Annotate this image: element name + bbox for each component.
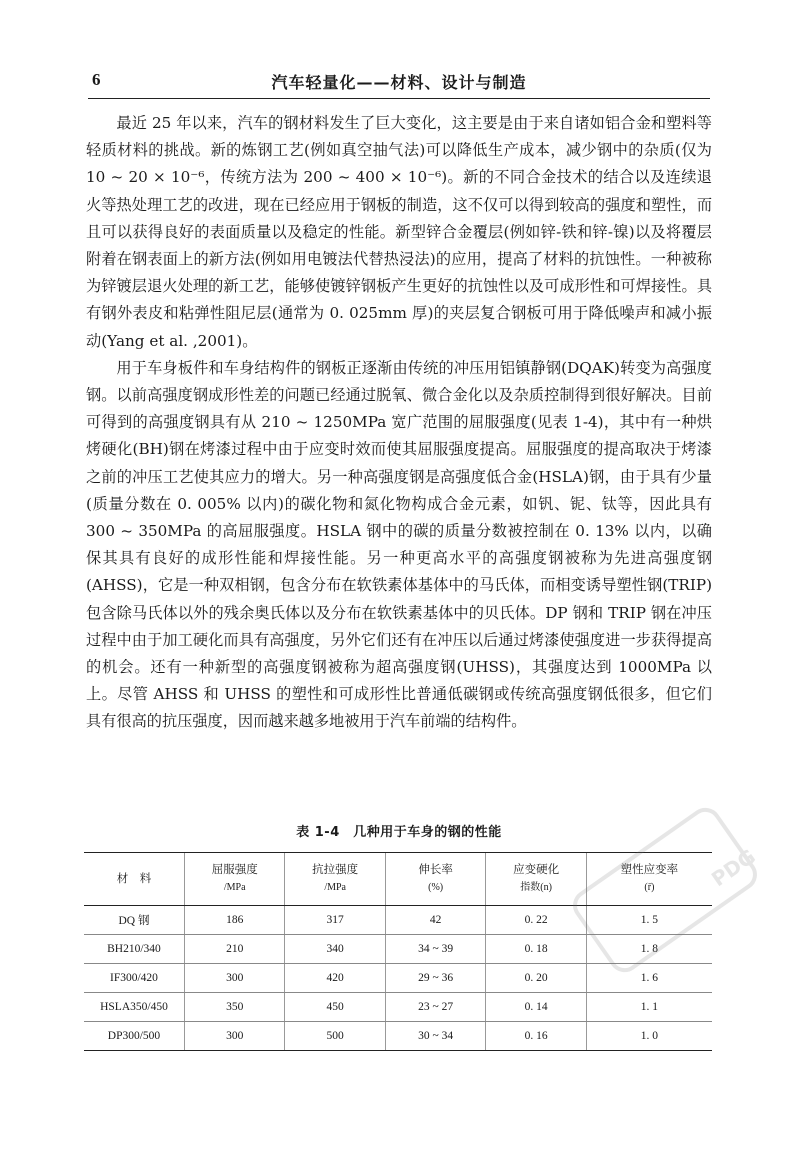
table-cell: 0. 18: [486, 935, 586, 964]
table-cell: 317: [285, 906, 385, 935]
column-header: 塑性应变率 (r̄): [586, 853, 712, 906]
column-header: 抗拉强度 /MPa: [285, 853, 385, 906]
watermark-text: PDG: [707, 844, 760, 892]
table-cell: 0. 14: [486, 993, 586, 1022]
body-text: [86, 110, 712, 736]
column-header: 伸长率 (%): [385, 853, 485, 906]
table-cell: 340: [285, 935, 385, 964]
table-cell: 0. 20: [486, 964, 586, 993]
column-header: 材 料: [84, 853, 184, 906]
table-cell: 29 ~ 36: [385, 964, 485, 993]
page-header: [88, 66, 710, 96]
table-cell: 210: [184, 935, 284, 964]
table-cell: 1. 5: [586, 906, 712, 935]
table-caption: 表 1-4 几种用于车身的钢的性能: [296, 825, 502, 840]
table-cell: 300: [184, 964, 284, 993]
table-cell: 1. 6: [586, 964, 712, 993]
paragraph: 最近 25 年以来，汽车的钢材料发生了巨大变化，这主要是由于来自诸如铝合金和塑料等轻质材料的挑战。新的炼钢工艺(例如真空抽气法)可以降低生产成本，减少钢中的杂质(仅为 10 ~ 20 × 10⁻⁶，传统方法为 200 ~ 400 × 10⁻⁶)。新的不同合金技术的结合以及连续退火等热处理工艺的改进，现在已经应用于钢板的制造，这不仅可以得到较高的强度和塑性，而且可以获得良好的表面质量以及稳定的性能。新型锌合金覆层(例如锌-铁和锌-镍)以及将覆层附着在钢表面上的新方法(例如用电镀法代替热浸法)的应用，提高了材料的抗蚀性。一种被称为锌镀层退火处理的新工艺，能够使镀锌钢板产生更好的抗蚀性以及可成形性和可焊接性。具有钢外表皮和粘弹性阻尼层(通常为 0. 025mm 厚)的夹层复合钢板可用于降低噪声和减小振动(Yang et al. ,2001)。: [86, 114, 712, 350]
table-cell: 500: [285, 1022, 385, 1051]
table-cell: HSLA350/450: [84, 993, 184, 1022]
table-cell: 350: [184, 993, 284, 1022]
table-cell: 1. 1: [586, 993, 712, 1022]
table-cell: 300: [184, 1022, 284, 1051]
table-cell: DP300/500: [84, 1022, 184, 1051]
table-cell: IF300/420: [84, 964, 184, 993]
table-cell: 450: [285, 993, 385, 1022]
column-header: 应变硬化 指数(n): [486, 853, 586, 906]
table-cell: 30 ~ 34: [385, 1022, 485, 1051]
table-cell: 42: [385, 906, 485, 935]
table-cell: 420: [285, 964, 385, 993]
table-cell: 1. 0: [586, 1022, 712, 1051]
watermark-stamp: [560, 800, 770, 980]
table-row: [84, 993, 712, 1022]
table-cell: DQ 钢: [84, 906, 184, 935]
table-cell: 1. 8: [586, 935, 712, 964]
table-cell: 34 ~ 39: [385, 935, 485, 964]
table-cell: 0. 22: [486, 906, 586, 935]
table-cell: 0. 16: [486, 1022, 586, 1051]
table-row: [84, 1022, 712, 1051]
header-rule: [88, 98, 710, 99]
table-cell: BH210/340: [84, 935, 184, 964]
table-cell: 23 ~ 27: [385, 993, 485, 1022]
column-header: 屈服强度 /MPa: [184, 853, 284, 906]
paragraph: 用于车身板件和车身结构件的钢板正逐渐由传统的冲压用铝镇静钢(DQAK)转变为高强度钢。以前高强度钢成形性差的问题已经通过脱氧、微合金化以及杂质控制得到很好解决。目前可得到的高强度钢具有从 210 ~ 1250MPa 宽广范围的屈服强度(见表 1-4)，其中有一种烘烤硬化(BH)钢在烤漆过程中由于应变时效而使其屈服强度提高。屈服强度的提高取决于烤漆之前的冲压工艺使其应力的增大。另一种高强度钢是高强度低合金(HSLA)钢，由于具有少量(质量分数在 0. 005% 以内)的碳化物和氮化物构成合金元素，如钒、铌、钛等，因此具有 300 ~ 350MPa 的高屈服强度。HSLA 钢中的碳的质量分数被控制在 0. 13% 以内，以确保其具有良好的成形性能和焊接性能。另一种更高水平的高强度钢被称为先进高强度钢(AHSS)，它是一种双相钢，包含分布在软铁素体基体中的马氏体，而相变诱导塑性钢(TRIP)包含除马氏体以外的残余奥氏体以及分布在软铁素基体中的贝氏体。DP 钢和 TRIP 钢在冲压过程中由于加工硬化而具有高强度，另外它们还有在冲压以后通过烤漆使强度进一步获得提高的机会。还有一种新型的高强度钢被称为超高强度钢(UHSS)，其强度达到 1000MPa 以上。尽管 AHSS 和 UHSS 的塑性和可成形性比普通低碳钢或传统高强度钢低很多，但它们具有很高的抗压强度，因而越来越多地被用于汽车前端的结构件。: [86, 358, 712, 731]
table-cell: 186: [184, 906, 284, 935]
running-title: 汽车轻量化——材料、设计与制造: [271, 73, 527, 92]
page-number: 6: [92, 70, 101, 89]
